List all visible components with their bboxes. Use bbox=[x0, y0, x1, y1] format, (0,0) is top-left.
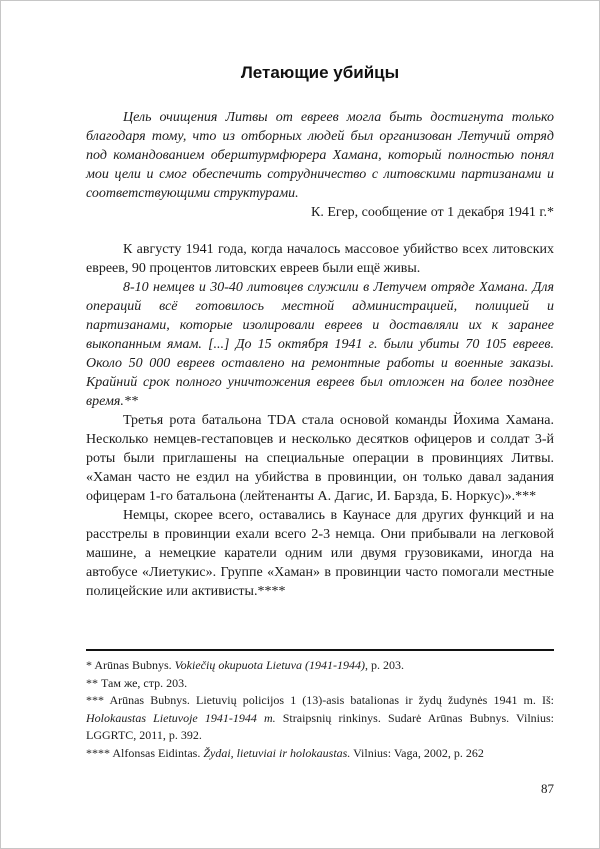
body-paragraph-1: К августу 1941 года, когда началось массовое убийство всех литовских евреев, 90 процентов литовских евреев были ещё живы. bbox=[86, 242, 554, 276]
footnote-3-title: Holokaustas Lietuvoje 1941-1944 m. bbox=[86, 710, 276, 725]
footnote-4-page: Vilnius: Vaga, 2002, p. 262 bbox=[350, 745, 484, 760]
footnote-separator bbox=[86, 649, 554, 651]
footnote-2-text: ** Там же, стр. 203. bbox=[86, 675, 188, 690]
body-paragraph-4: Немцы, скорее всего, оставались в Каунасе для других функций и на расстрелы в провинции ехали всего 2-3 немца. Они прибывали на легковой машине, а немецкие каратели одним или двумя грузовиками, иногда на автобусе «Лиетукис». Группе «Хаман» в провинции часто помогали местные полицейские или активисты.**** bbox=[86, 508, 554, 599]
footnote-1-page: , p. 203. bbox=[364, 658, 404, 672]
footnote-1-text: * Arūnas Bubnys. bbox=[86, 658, 175, 672]
footnote-4-title: Žydai, lietuviai ir holokaustas. bbox=[203, 745, 351, 760]
footnotes-section bbox=[86, 649, 554, 762]
page-number: 87 bbox=[541, 781, 554, 796]
footnote-4 bbox=[86, 745, 554, 763]
footnote-4-text: **** Alfonsas Eidintas. bbox=[86, 745, 204, 760]
quote-paragraph: Цель очищения Литвы от евреев могла быть достигнута только благодаря тому, что из отборных людей был организован Летучий отряд под командованием оберштурмфюрера Хамана, который полностью понял мои цели и смог обеспечить сотрудничество с литовскими партизанами и соответствующими структурами. bbox=[86, 110, 554, 201]
footnote-3-text: *** Arūnas Bubnys. Lietuvių policijos 1 (13)-asis batalionas ir žydų žudynės 1941 m. Iš: bbox=[86, 693, 554, 707]
page-content bbox=[86, 63, 554, 601]
footnote-3 bbox=[86, 692, 554, 745]
quote-attribution: К. Егер, сообщение от 1 декабря 1941 г.* bbox=[311, 205, 554, 220]
footnote-3-page: Straipsnių rinkinys. Sudarė Arūnas Bubnys. Vilnius: LGGRTC, 2011, p. 392. bbox=[86, 710, 554, 742]
page-title: Летающие убийцы bbox=[240, 63, 400, 82]
body-paragraph-3: Третья рота батальона TDA стала основой команды Йохима Хамана. Несколько немцев-гестаповцев и несколько десятков офицеров и солдат 3-й роты были приглашены на специальные операции в провинциях Литвы. «Хаман часто не ездил на убийства в провинции, он только давал задания офицерам 1-го батальона (лейтенанты А. Дагис, И. Барзда, Б. Норкус)».*** bbox=[86, 413, 554, 504]
body-paragraph-2: 8-10 немцев и 30-40 литовцев служили в Летучем отряде Хамана. Для операций всё готовилось местной администрацией, полицией и партизанами, которые изолировали евреев и доставляли их к заранее выкопанным ямам. [...] До 15 октября 1941 г. были убиты 70 105 евреев. Около 50 000 евреев оставлено на ремонтные работы и военные заказы. Крайний срок полного уничтожения евреев был отложен на более позднее время.** bbox=[86, 280, 554, 409]
footnote-1 bbox=[86, 657, 554, 675]
footnote-1-title: Vokiečių okupuota Lietuva (1941-1944) bbox=[174, 658, 365, 672]
footnote-2 bbox=[86, 675, 554, 693]
